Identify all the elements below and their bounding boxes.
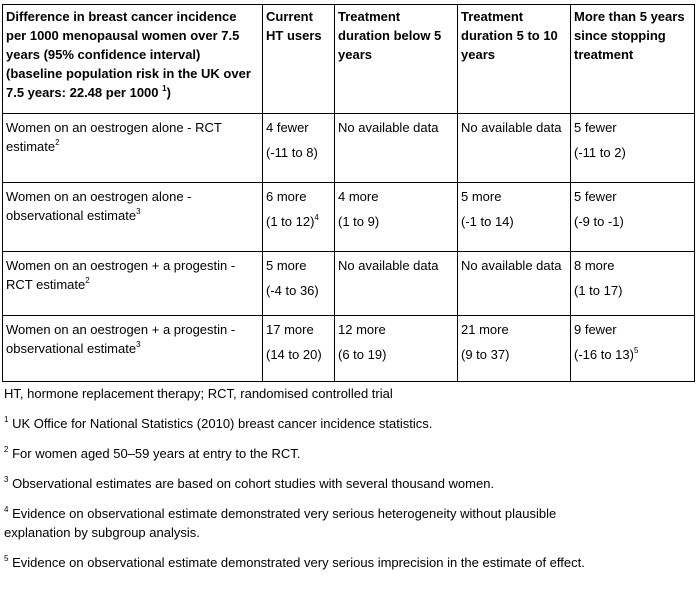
row-label xyxy=(3,183,263,252)
footnote-number: 2 xyxy=(4,444,9,454)
row-label-text: Women on an oestrogen alone - observational estimate xyxy=(6,189,192,223)
cell-footnote-ref: 4 xyxy=(314,212,319,222)
cell-value: 5 more xyxy=(266,258,307,273)
cell-since-stop xyxy=(571,316,695,382)
cell-value: No available data xyxy=(461,120,562,135)
cell-5to10 xyxy=(458,316,571,382)
cell-value: No available data xyxy=(338,258,439,273)
cell-value: 8 more xyxy=(574,258,615,273)
row-footnote-ref: 3 xyxy=(136,206,141,216)
header-below-5-years: Treatment duration below 5 years xyxy=(335,5,458,114)
footnote-number: 3 xyxy=(4,474,9,484)
table-row xyxy=(3,183,695,252)
cell-ci: (1 to 12) xyxy=(266,214,315,229)
abbreviations-note: HT, hormone replacement therapy; RCT, randomised controlled trial xyxy=(4,386,393,401)
cell-value: 4 fewer xyxy=(266,120,309,135)
header-footnote-ref: 1 xyxy=(162,83,167,93)
cell-value: No available data xyxy=(461,258,562,273)
cell-5to10 xyxy=(458,252,571,316)
header-outcome xyxy=(3,5,263,114)
cell-value: 21 more xyxy=(461,322,509,337)
table-row xyxy=(3,316,695,382)
cell-5to10 xyxy=(458,183,571,252)
cell-below5 xyxy=(335,316,458,382)
cell-current xyxy=(263,252,335,316)
footnote-4 xyxy=(4,504,594,542)
footnote-text: Evidence on observational estimate demonstrated very serious imprecision in the estimate of effect. xyxy=(12,555,585,570)
cell-ci: (-9 to -1) xyxy=(574,214,624,229)
cell-ci: (6 to 19) xyxy=(338,347,387,362)
cell-footnote-ref: 5 xyxy=(633,345,639,355)
cell-ci: (-4 to 36) xyxy=(266,283,319,298)
footnote-text: Observational estimates are based on cohort studies with several thousand women. xyxy=(12,476,495,491)
row-label-text: Women on an oestrogen alone - RCT estimate xyxy=(6,120,222,154)
cell-ci: (-1 to 14) xyxy=(461,214,514,229)
cell-ci: (-11 to 8) xyxy=(266,145,318,160)
cell-value: 12 more xyxy=(338,322,386,337)
cell-value: 4 more xyxy=(338,189,379,204)
cell-ci: (-16 to 13) xyxy=(574,347,634,362)
header-5-to-10-years: Treatment duration 5 to 10 years xyxy=(458,5,571,114)
cell-ci: (1 to 17) xyxy=(574,283,623,298)
row-footnote-ref: 2 xyxy=(55,137,60,147)
cell-ci: (1 to 9) xyxy=(338,214,380,229)
row-label xyxy=(3,316,263,382)
cell-current xyxy=(263,183,335,252)
cell-value: 9 fewer xyxy=(574,322,617,337)
footnote-number: 5 xyxy=(4,553,9,563)
row-label xyxy=(3,252,263,316)
footnote-1 xyxy=(4,414,594,433)
cell-current xyxy=(263,114,335,183)
table-row xyxy=(3,252,695,316)
cell-ci: (14 to 20) xyxy=(266,347,322,362)
footnote-text: For women aged 50–59 years at entry to the RCT. xyxy=(12,446,301,461)
row-label-text: Women on an oestrogen + a progestin - observational estimate xyxy=(6,322,236,356)
table-header-row xyxy=(3,5,695,114)
cell-value: 5 more xyxy=(461,189,502,204)
cell-value: No available data xyxy=(338,120,439,135)
footnote-3 xyxy=(4,474,594,493)
footnote-2 xyxy=(4,444,594,463)
cell-below5 xyxy=(335,114,458,183)
footnote-number: 1 xyxy=(4,414,9,424)
row-label xyxy=(3,114,263,183)
table-row xyxy=(3,114,695,183)
cell-ci: (-11 to 2) xyxy=(574,145,626,160)
header-outcome-tail: ) xyxy=(166,85,171,100)
breast-cancer-incidence-table xyxy=(2,4,695,382)
row-footnote-ref: 2 xyxy=(85,275,90,285)
cell-since-stop xyxy=(571,183,695,252)
cell-since-stop xyxy=(571,252,695,316)
cell-below5 xyxy=(335,252,458,316)
header-outcome-text: Difference in breast cancer incidence per 1000 menopausal women over 7.5 years (95% confidence interval) (baseline population risk in the UK over 7.5 years: 22.48 per 1000 xyxy=(6,9,251,100)
footnote-5 xyxy=(4,553,594,572)
header-current-users: Current HT users xyxy=(263,5,335,114)
footnote-text: Evidence on observational estimate demonstrated very serious heterogeneity without plausible explanation by subgroup analysis. xyxy=(4,506,557,540)
footnote-number: 4 xyxy=(4,504,9,514)
row-label-text: Women on an oestrogen + a progestin - RCT estimate xyxy=(6,258,236,292)
cell-value: 6 more xyxy=(266,189,307,204)
cell-5to10 xyxy=(458,114,571,183)
cell-value: 5 fewer xyxy=(574,189,617,204)
cell-ci: (9 to 37) xyxy=(461,347,510,362)
cell-current xyxy=(263,316,335,382)
cell-value: 5 fewer xyxy=(574,120,617,135)
row-footnote-ref: 3 xyxy=(136,339,141,349)
cell-below5 xyxy=(335,183,458,252)
footnote-text: UK Office for National Statistics (2010) breast cancer incidence statistics. xyxy=(12,416,433,431)
cell-since-stop xyxy=(571,114,695,183)
cell-value: 17 more xyxy=(266,322,314,337)
header-since-stopping: More than 5 years since stopping treatment xyxy=(571,5,695,114)
